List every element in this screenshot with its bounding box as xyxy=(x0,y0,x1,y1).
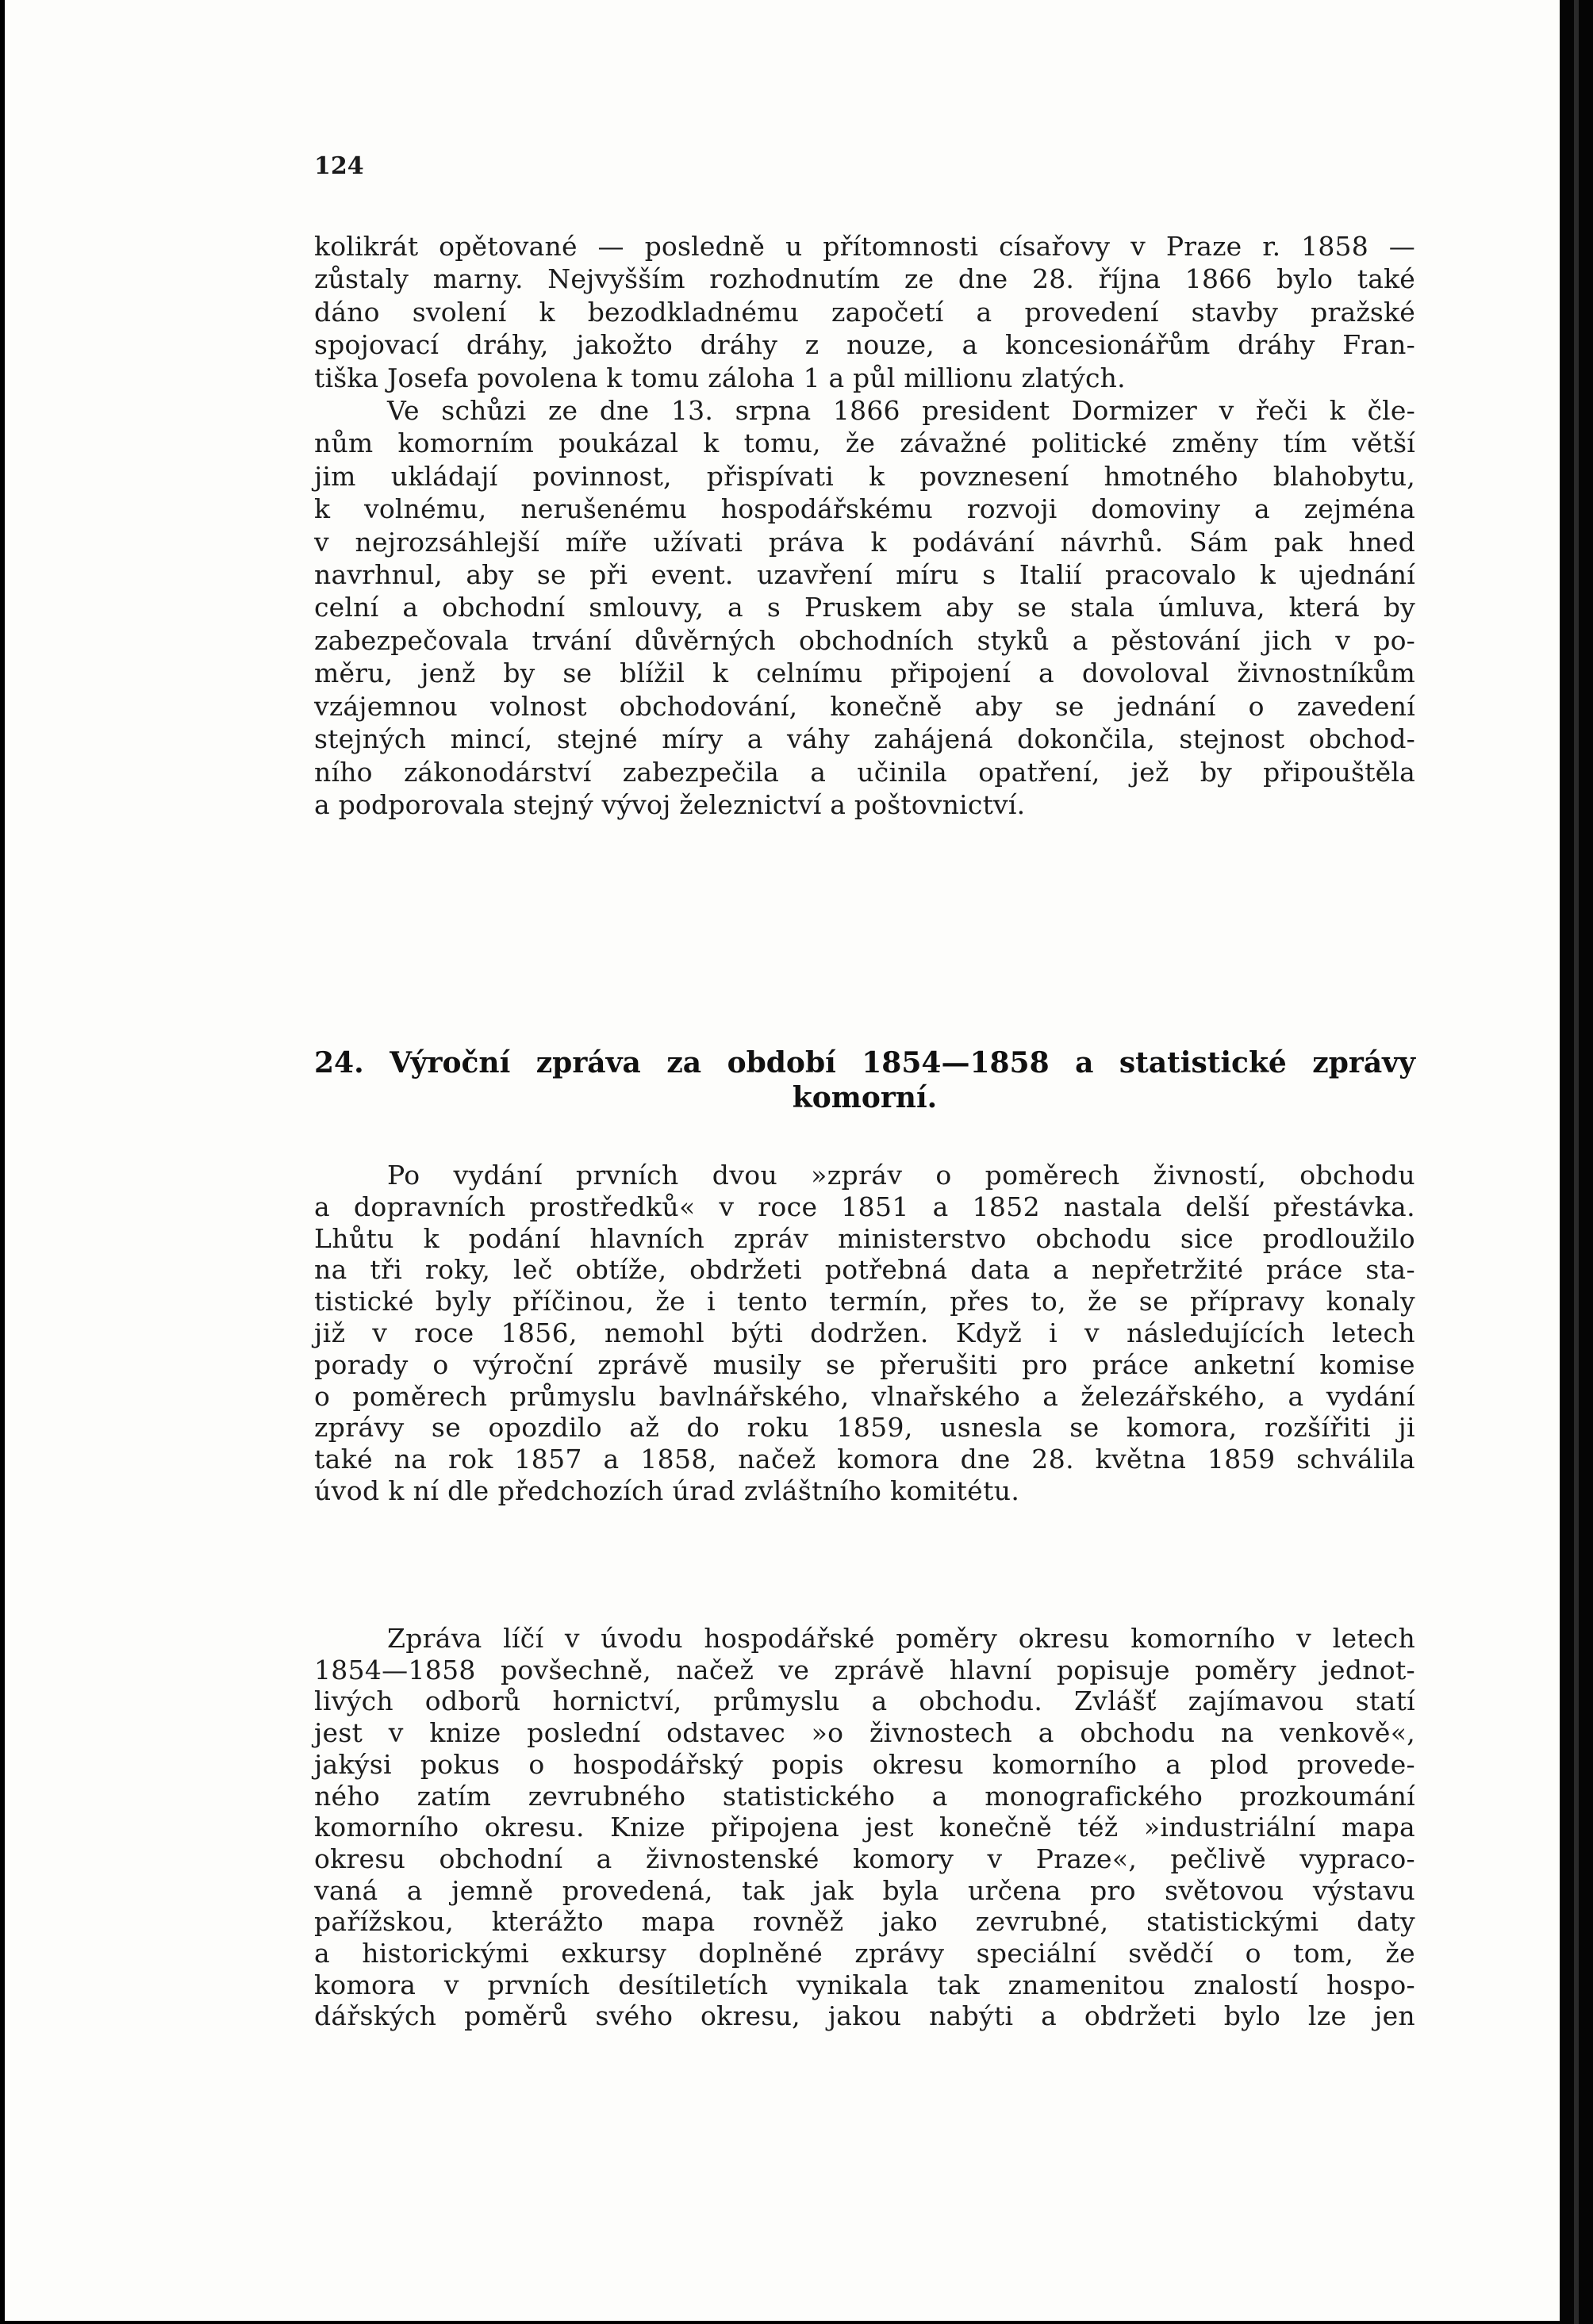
text-line: pařížskou, kterážto mapa rovněž jako zevrubné, statistickými daty xyxy=(314,1906,1415,1938)
text-line: stejných mincí, stejné míry a váhy zahájená dokončila, stejnost obchod- xyxy=(314,723,1415,755)
text-line: porady o výroční zprávě musily se přerušiti pro práce anketní komise xyxy=(314,1348,1415,1380)
text-line: měru, jenž by se blížil k celnímu připojení a dovoloval živnostníkům xyxy=(314,658,1415,689)
text-line: komorního okresu. Knize připojena jest konečně též »industriální mapa xyxy=(314,1812,1415,1843)
text-line: navrhnul, aby se při event. uzavření míru s Italií pracovalo k ujednání xyxy=(314,559,1415,591)
text-line: v nejrozsáhlejší míře užívati práva k podávání návrhů. Sám pak hned xyxy=(314,526,1415,558)
text-line: zůstaly marny. Nejvyšším rozhodnutím ze dne 28. října 1866 bylo také xyxy=(314,263,1415,295)
text-line: zabezpečovala trvání důvěrných obchodních styků a pěstování jich v po- xyxy=(314,624,1415,656)
scan-border-line xyxy=(1574,0,1579,2324)
text-line: Zpráva líčí v úvodu hospodářské poměry okresu komorního v letech xyxy=(387,1623,1415,1654)
text-line: kolikrát opětované — posledně u přítomnosti císařovy v Praze r. 1858 — xyxy=(314,231,1415,262)
text-line: dáno svolení k bezodkladnému započetí a provedení stavby pražské xyxy=(314,296,1415,328)
text-line: spojovací dráhy, jakožto dráhy z nouze, a koncesionářům dráhy Fran- xyxy=(314,329,1415,361)
text-line: již v roce 1856, nemohl býti dodržen. Když i v následujících letech xyxy=(314,1317,1415,1348)
text-line: tiška Josefa povolena k tomu záloha 1 a půl millionu zlatých. xyxy=(314,362,1126,393)
text-line: celní a obchodní smlouvy, a s Pruskem aby se stala úmluva, která by xyxy=(314,592,1415,623)
text-line: komora v prvních desítiletích vynikala tak znamenitou znalostí hospo- xyxy=(314,1969,1415,2000)
text-line: úvod k ní dle předchozích úrad zvláštního komitétu. xyxy=(314,1475,1020,1506)
paragraph-block-reports xyxy=(314,1160,1415,1507)
book-page xyxy=(5,0,1560,2321)
text-line: tistické byly příčinou, že i tento termín, přes to, že se přípravy konaly xyxy=(314,1286,1415,1317)
text-line: livých odborů hornictví, průmyslu a obchodu. Zvlášť zajímavou statí xyxy=(314,1685,1415,1717)
text-line: jakýsi pokus o hospodářský popis okresu komorního a plod provede- xyxy=(314,1748,1415,1780)
text-line: vzájemnou volnost obchodování, konečně aby se jednání o zavedení xyxy=(314,690,1415,722)
text-line: k volnému, nerušenému hospodářskému rozvoji domoviny a zejména xyxy=(314,493,1415,525)
text-line: o poměrech průmyslu bavlnářského, vlnařského a železářského, a vydání xyxy=(314,1380,1415,1412)
text-line: jest v knize poslední odstavec »o živnostech a obchodu na venkově«, xyxy=(314,1717,1415,1749)
page-number: 124 xyxy=(314,152,364,180)
text-line: Lhůtu k podání hlavních zpráv ministerstvo obchodu sice prodloužilo xyxy=(314,1222,1415,1254)
text-line: a historickými exkursy doplněné zprávy speciální svědčí o tom, že xyxy=(314,1938,1415,1969)
text-line: vaná a jemně provedená, tak jak byla určena pro světovou výstavu xyxy=(314,1874,1415,1906)
section-heading xyxy=(314,1045,1415,1115)
scan-border xyxy=(1560,0,1593,2324)
text-line: také na rok 1857 a 1858, načež komora dne 28. května 1859 schválila xyxy=(314,1444,1415,1475)
text-line: Ve schůzi ze dne 13. srpna 1866 president Dormizer v řeči k čle- xyxy=(387,395,1415,427)
text-line: zprávy se opozdilo až do roku 1859, usnesla se komora, rozšířiti ji xyxy=(314,1412,1415,1444)
text-line: a dopravních prostředků« v roce 1851 a 1852 nastala delší přestávka. xyxy=(314,1191,1415,1222)
text-line: jim ukládají povinnost, přispívati k povznesení hmotného blahobytu, xyxy=(314,460,1415,492)
section-heading-line: komorní. xyxy=(792,1081,938,1114)
text-line: nům komorním poukázal k tomu, že závažné politické změny tím větší xyxy=(314,428,1415,459)
text-line: Po vydání prvních dvou »zpráv o poměrech živností, obchodu xyxy=(387,1160,1415,1191)
text-line: okresu obchodní a živnostenské komory v Praze«, pečlivě vypraco- xyxy=(314,1843,1415,1874)
paragraph-block-dormizer xyxy=(314,230,1415,821)
text-line: 1854—1858 povšechně, načež ve zprávě hlavní popisuje poměry jednot- xyxy=(314,1654,1415,1685)
section-heading-line: 24. Výroční zpráva za období 1854—1858 a statistické zprávy xyxy=(314,1046,1415,1080)
text-line: ního zákonodárství zabezpečila a učinila opatření, jež by připouštěla xyxy=(314,756,1415,788)
text-line: ného zatím zevrubného statistického a monografického prozkoumání xyxy=(314,1780,1415,1812)
text-line: dářských poměrů svého okresu, jakou nabýti a obdržeti bylo lze jen xyxy=(314,2000,1415,2032)
paragraph-block-report-content xyxy=(314,1623,1415,2032)
text-line: na tři roky, leč obtíže, obdržeti potřebná data a nepřetržité práce sta- xyxy=(314,1254,1415,1286)
text-line: a podporovala stejný vývoj železnictví a poštovnictví. xyxy=(314,788,1026,820)
